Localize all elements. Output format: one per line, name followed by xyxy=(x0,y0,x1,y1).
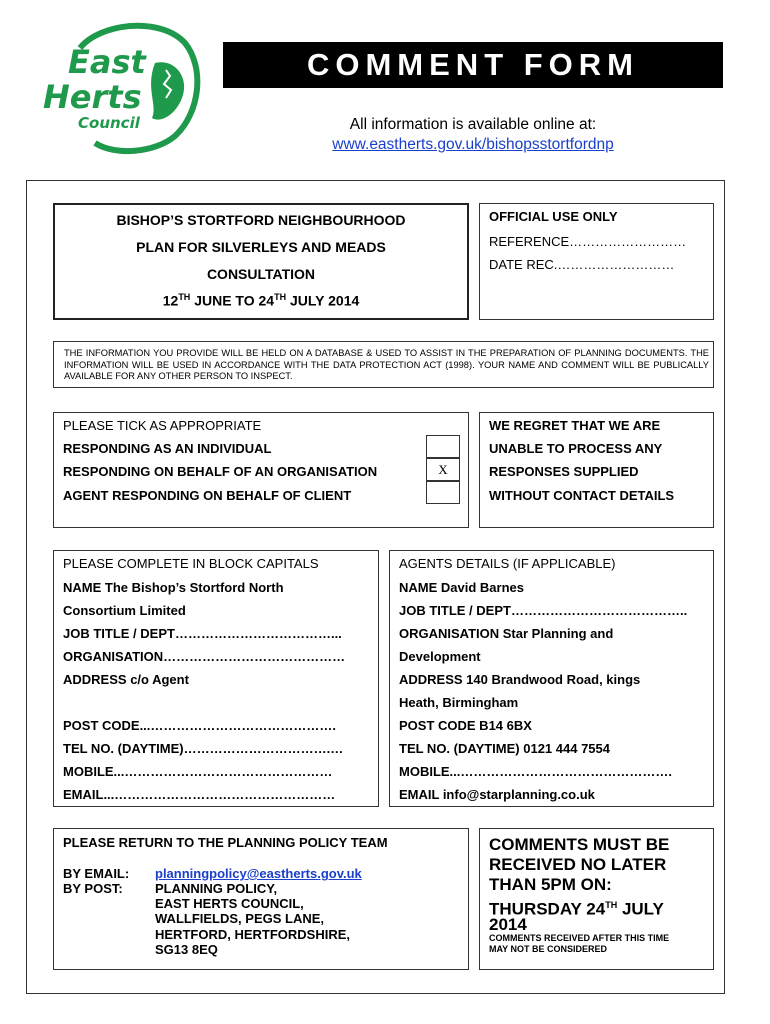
online-info-text: All information is available online at: xyxy=(349,116,597,133)
east-herts-council-logo xyxy=(40,18,202,158)
by-post-label: BY POST: xyxy=(63,881,123,896)
personal-organisation-field[interactable]: ORGANISATION…………………………………… xyxy=(63,649,346,664)
agent-name-field[interactable]: NAME David Barnes xyxy=(399,580,524,595)
personal-heading: PLEASE COMPLETE IN BLOCK CAPITALS xyxy=(63,556,319,571)
personal-postcode-field[interactable]: POST CODE...……………………………………. xyxy=(63,718,337,733)
agent-organisation-field[interactable]: ORGANISATION Star Planning and xyxy=(399,626,614,641)
return-heading: PLEASE RETURN TO THE PLANNING POLICY TEAM xyxy=(63,835,388,850)
data-protection-notice: THE INFORMATION YOU PROVIDE WILL BE HELD ON A DATABASE & USED TO ASSIST IN THE PREPARATION OF PLANNING DOCUMENTS. THE INFORMATION WILL BE USED IN ACCORDANCE WITH THE DATA PROTECTION ACT (1998). YOUR NAME AND COMMENT WILL BE PUBLICALLY AVAILABLE FOR ANY OTHER PERSON TO INSPECT. xyxy=(64,348,709,381)
postal-address: PLANNING POLICY, EAST HERTS COUNCIL, WALLFIELDS, PEGS LANE, HERTFORD, HERTFORDSHIRE, SG13 8EQ xyxy=(155,881,350,957)
official-use-box xyxy=(479,203,714,320)
agent-email-field[interactable]: EMAIL info@starplanning.co.uk xyxy=(399,787,595,802)
consultation-line1: BISHOP’S STORTFORD NEIGHBOURHOOD xyxy=(116,212,406,228)
agent-tel-field[interactable]: TEL NO. (DAYTIME) 0121 444 7554 xyxy=(399,741,610,756)
personal-name-field-cont[interactable]: Consortium Limited xyxy=(63,603,186,618)
deadline-line3: THAN 5PM ON: xyxy=(489,875,612,894)
option-agent-label: AGENT RESPONDING ON BEHALF OF CLIENT xyxy=(63,488,352,503)
form-title: COMMENT FORM xyxy=(223,42,723,88)
personal-address-field[interactable]: ADDRESS c/o Agent xyxy=(63,672,189,687)
regret-line3: RESPONSES SUPPLIED xyxy=(489,464,639,479)
tick-box-section xyxy=(53,412,469,528)
personal-details-box xyxy=(53,550,379,807)
planning-policy-email-link[interactable]: planningpolicy@eastherts.gov.uk xyxy=(155,866,362,881)
regret-line4: WITHOUT CONTACT DETAILS xyxy=(489,488,675,503)
agent-job-field[interactable]: JOB TITLE / DEPT………………………………….. xyxy=(399,603,688,618)
data-protection-notice-box xyxy=(53,341,714,388)
agent-organisation-field-cont[interactable]: Development xyxy=(399,649,481,664)
reference-field[interactable]: REFERENCE……………………… xyxy=(489,234,687,249)
online-url-link[interactable]: www.eastherts.gov.uk/bishopsstortfordnp xyxy=(332,136,614,153)
personal-tel-field[interactable]: TEL NO. (DAYTIME)…………………………….… xyxy=(63,741,344,756)
agent-details-box xyxy=(389,550,714,807)
agent-checkbox[interactable] xyxy=(426,481,460,504)
personal-name-field[interactable]: NAME The Bishop’s Stortford North xyxy=(63,580,284,595)
consultation-line3: CONSULTATION xyxy=(206,266,316,282)
deadline-line2: RECEIVED NO LATER xyxy=(489,855,667,874)
individual-checkbox[interactable] xyxy=(426,435,460,458)
return-address-box xyxy=(53,828,469,970)
regret-line2: UNABLE TO PROCESS ANY xyxy=(489,441,663,456)
regret-line1: WE REGRET THAT WE ARE xyxy=(489,418,661,433)
agent-postcode-field[interactable]: POST CODE B14 6BX xyxy=(399,718,532,733)
deadline-box xyxy=(479,828,714,970)
agent-address-field-cont[interactable]: Heath, Birmingham xyxy=(399,695,519,710)
regret-notice-box xyxy=(479,412,714,528)
tick-heading: PLEASE TICK AS APPROPRIATE xyxy=(63,418,262,433)
consultation-line2: PLAN FOR SILVERLEYS AND MEADS xyxy=(136,239,386,255)
official-use-title: OFFICIAL USE ONLY xyxy=(489,209,618,224)
deadline-year: 2014 xyxy=(489,915,527,934)
personal-mobile-field[interactable]: MOBILE...………………………………………… xyxy=(63,764,333,779)
personal-email-field[interactable]: EMAIL...…………………………………………… xyxy=(63,787,336,802)
personal-job-field[interactable]: JOB TITLE / DEPT………………………………... xyxy=(63,626,342,641)
consultation-box xyxy=(53,203,469,320)
consultation-dates: 12TH JUNE TO 24TH JULY 2014 xyxy=(162,292,360,309)
agent-mobile-field[interactable]: MOBILE...…………………………………………. xyxy=(399,764,672,779)
agent-heading: AGENTS DETAILS (IF APPLICABLE) xyxy=(399,556,616,571)
deadline-date: THURSDAY 24TH JULY xyxy=(489,899,664,919)
agent-address-field[interactable]: ADDRESS 140 Brandwood Road, kings xyxy=(399,672,641,687)
deadline-line1: COMMENTS MUST BE xyxy=(489,835,670,854)
logo-line3: Council xyxy=(78,114,140,132)
option-individual-label: RESPONDING AS AN INDIVIDUAL xyxy=(63,441,272,456)
by-email-label: BY EMAIL: xyxy=(63,866,130,881)
logo-line2: Herts xyxy=(43,78,142,116)
deadline-note: COMMENTS RECEIVED AFTER THIS TIME MAY NOT BE CONSIDERED xyxy=(489,933,670,954)
logo-line1: East xyxy=(68,43,146,81)
option-organisation-label: RESPONDING ON BEHALF OF AN ORGANISATION xyxy=(63,464,378,479)
organisation-checkbox[interactable]: X xyxy=(426,458,460,481)
date-received-field[interactable]: DATE REC.……………………… xyxy=(489,257,675,272)
